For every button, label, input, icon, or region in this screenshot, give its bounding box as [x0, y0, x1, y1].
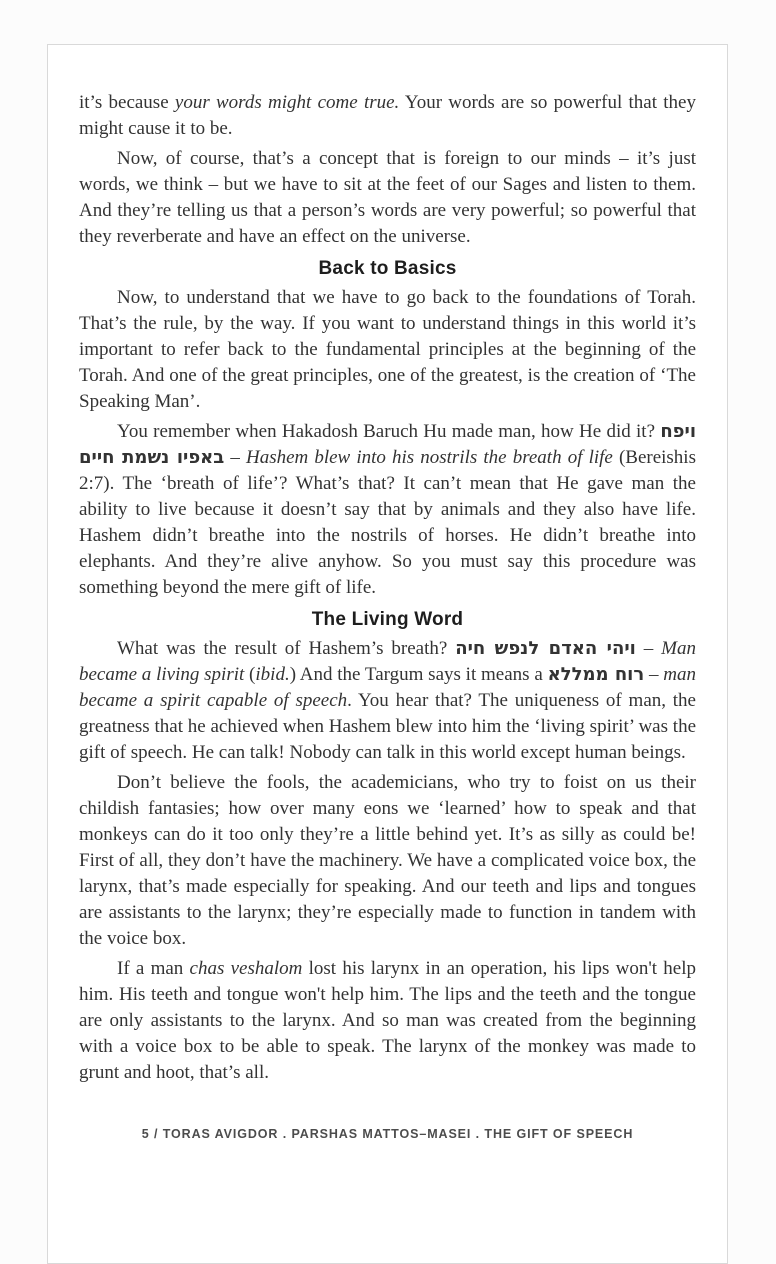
text-run: Don’t believe the fools, the academicians, who try to foist on us their childish fantasies; how over many eons we ‘learned’ how to speak and that monkeys can do it too only they’re a little behind yet. It’s as silly as could be! First of all, they don’t have the machinery. We have a complicated voice box, the larynx, that’s made especially for speaking. And our teeth and lips and tongues are assistants to the larynx; they’re especially made to function in tandem with the voice box. [79, 772, 696, 949]
hebrew-phrase: רוח ממללא [547, 664, 645, 685]
text-run: lost his larynx in an operation, his lips won't help him. His teeth and tongue won't help him. The lips and the teeth and the tongue are only assistants to the larynx. And so man was created from the beginning with a voice box to be able to speak. The larynx of the monkey was made to grunt and hoot, that’s all. [79, 958, 696, 1083]
text-run: Hashem blew into his nostrils the breath of life [245, 447, 613, 468]
text-run: (Bereishis 2:7). The ‘breath of life’? What’s that? It can’t mean that He gave man the ability to live because it doesn’t say that by animals and they also have life. Hashem didn’t breathe into the nostrils of horses. He didn’t breathe into elephants. And they’re alive anyhow. So you must say this procedure was something beyond the mere gift of life. [79, 447, 696, 598]
hebrew-phrase: ויהי האדם לנפש חיה [455, 638, 636, 659]
text-run: – [635, 638, 662, 659]
text-run: it’s because [79, 92, 175, 113]
page-footer: 5 / TORAS AVIGDOR . PARSHAS MATTOS–MASEI . THE GIFT OF SPEECH [141, 1127, 634, 1141]
text-run: You remember when Hakadosh Baruch Hu made man, how He did it? [117, 421, 661, 442]
text-run: Your words are so powerful that they might cause it to be. [79, 92, 696, 139]
text-run: ibid. [255, 664, 290, 685]
body-paragraph [79, 146, 696, 250]
text-run: . You hear that? The uniqueness of man, the greatness that he achieved when Hashem blew into him the ‘living spirit’ was the gift of speech. He can talk! Nobody can talk in this world except human beings. [79, 690, 696, 763]
text-run: Now, of course, that’s a concept that is foreign to our minds – it’s just words, we think – but we have to sit at the feet of our Sages and listen to them. And they’re telling us that a person’s words are very powerful; so powerful that they reverberate and have an effect on the universe. [79, 148, 696, 247]
body-paragraph [79, 636, 696, 766]
section-heading: Back to Basics [318, 258, 457, 279]
text-run: ( [244, 664, 256, 685]
text-run: your words might come true. [174, 92, 400, 113]
body-paragraph [79, 956, 696, 1086]
section-heading: The Living Word [311, 609, 464, 630]
text-run: – [224, 447, 246, 468]
body-paragraph [79, 770, 696, 952]
text-run: chas veshalom [189, 958, 303, 979]
text-run: Man became a living spirit [79, 638, 696, 685]
page-body [48, 45, 727, 1086]
text-run: If a man [117, 958, 190, 979]
body-paragraph [79, 285, 696, 415]
text-run: Now, to understand that we have to go back to the foundations of Torah. That’s the rule, by the way. If you want to understand things in this world it’s important to refer back to the fundamental principles at the beginning of the Torah. And one of the great principles, one of the greatest, is the creation of ‘The Speaking Man’. [79, 287, 696, 412]
text-run: man became a spirit capable of speech [79, 664, 697, 711]
text-run: ) And the Targum says it means a [289, 664, 548, 685]
body-paragraph [79, 419, 696, 601]
text-run: What was the result of Hashem’s breath? [117, 638, 456, 659]
text-run: – [644, 664, 664, 685]
hebrew-phrase: ויפח באפיו נשמת חיים [79, 421, 696, 468]
document-page [47, 44, 728, 1264]
body-paragraph [79, 90, 696, 142]
